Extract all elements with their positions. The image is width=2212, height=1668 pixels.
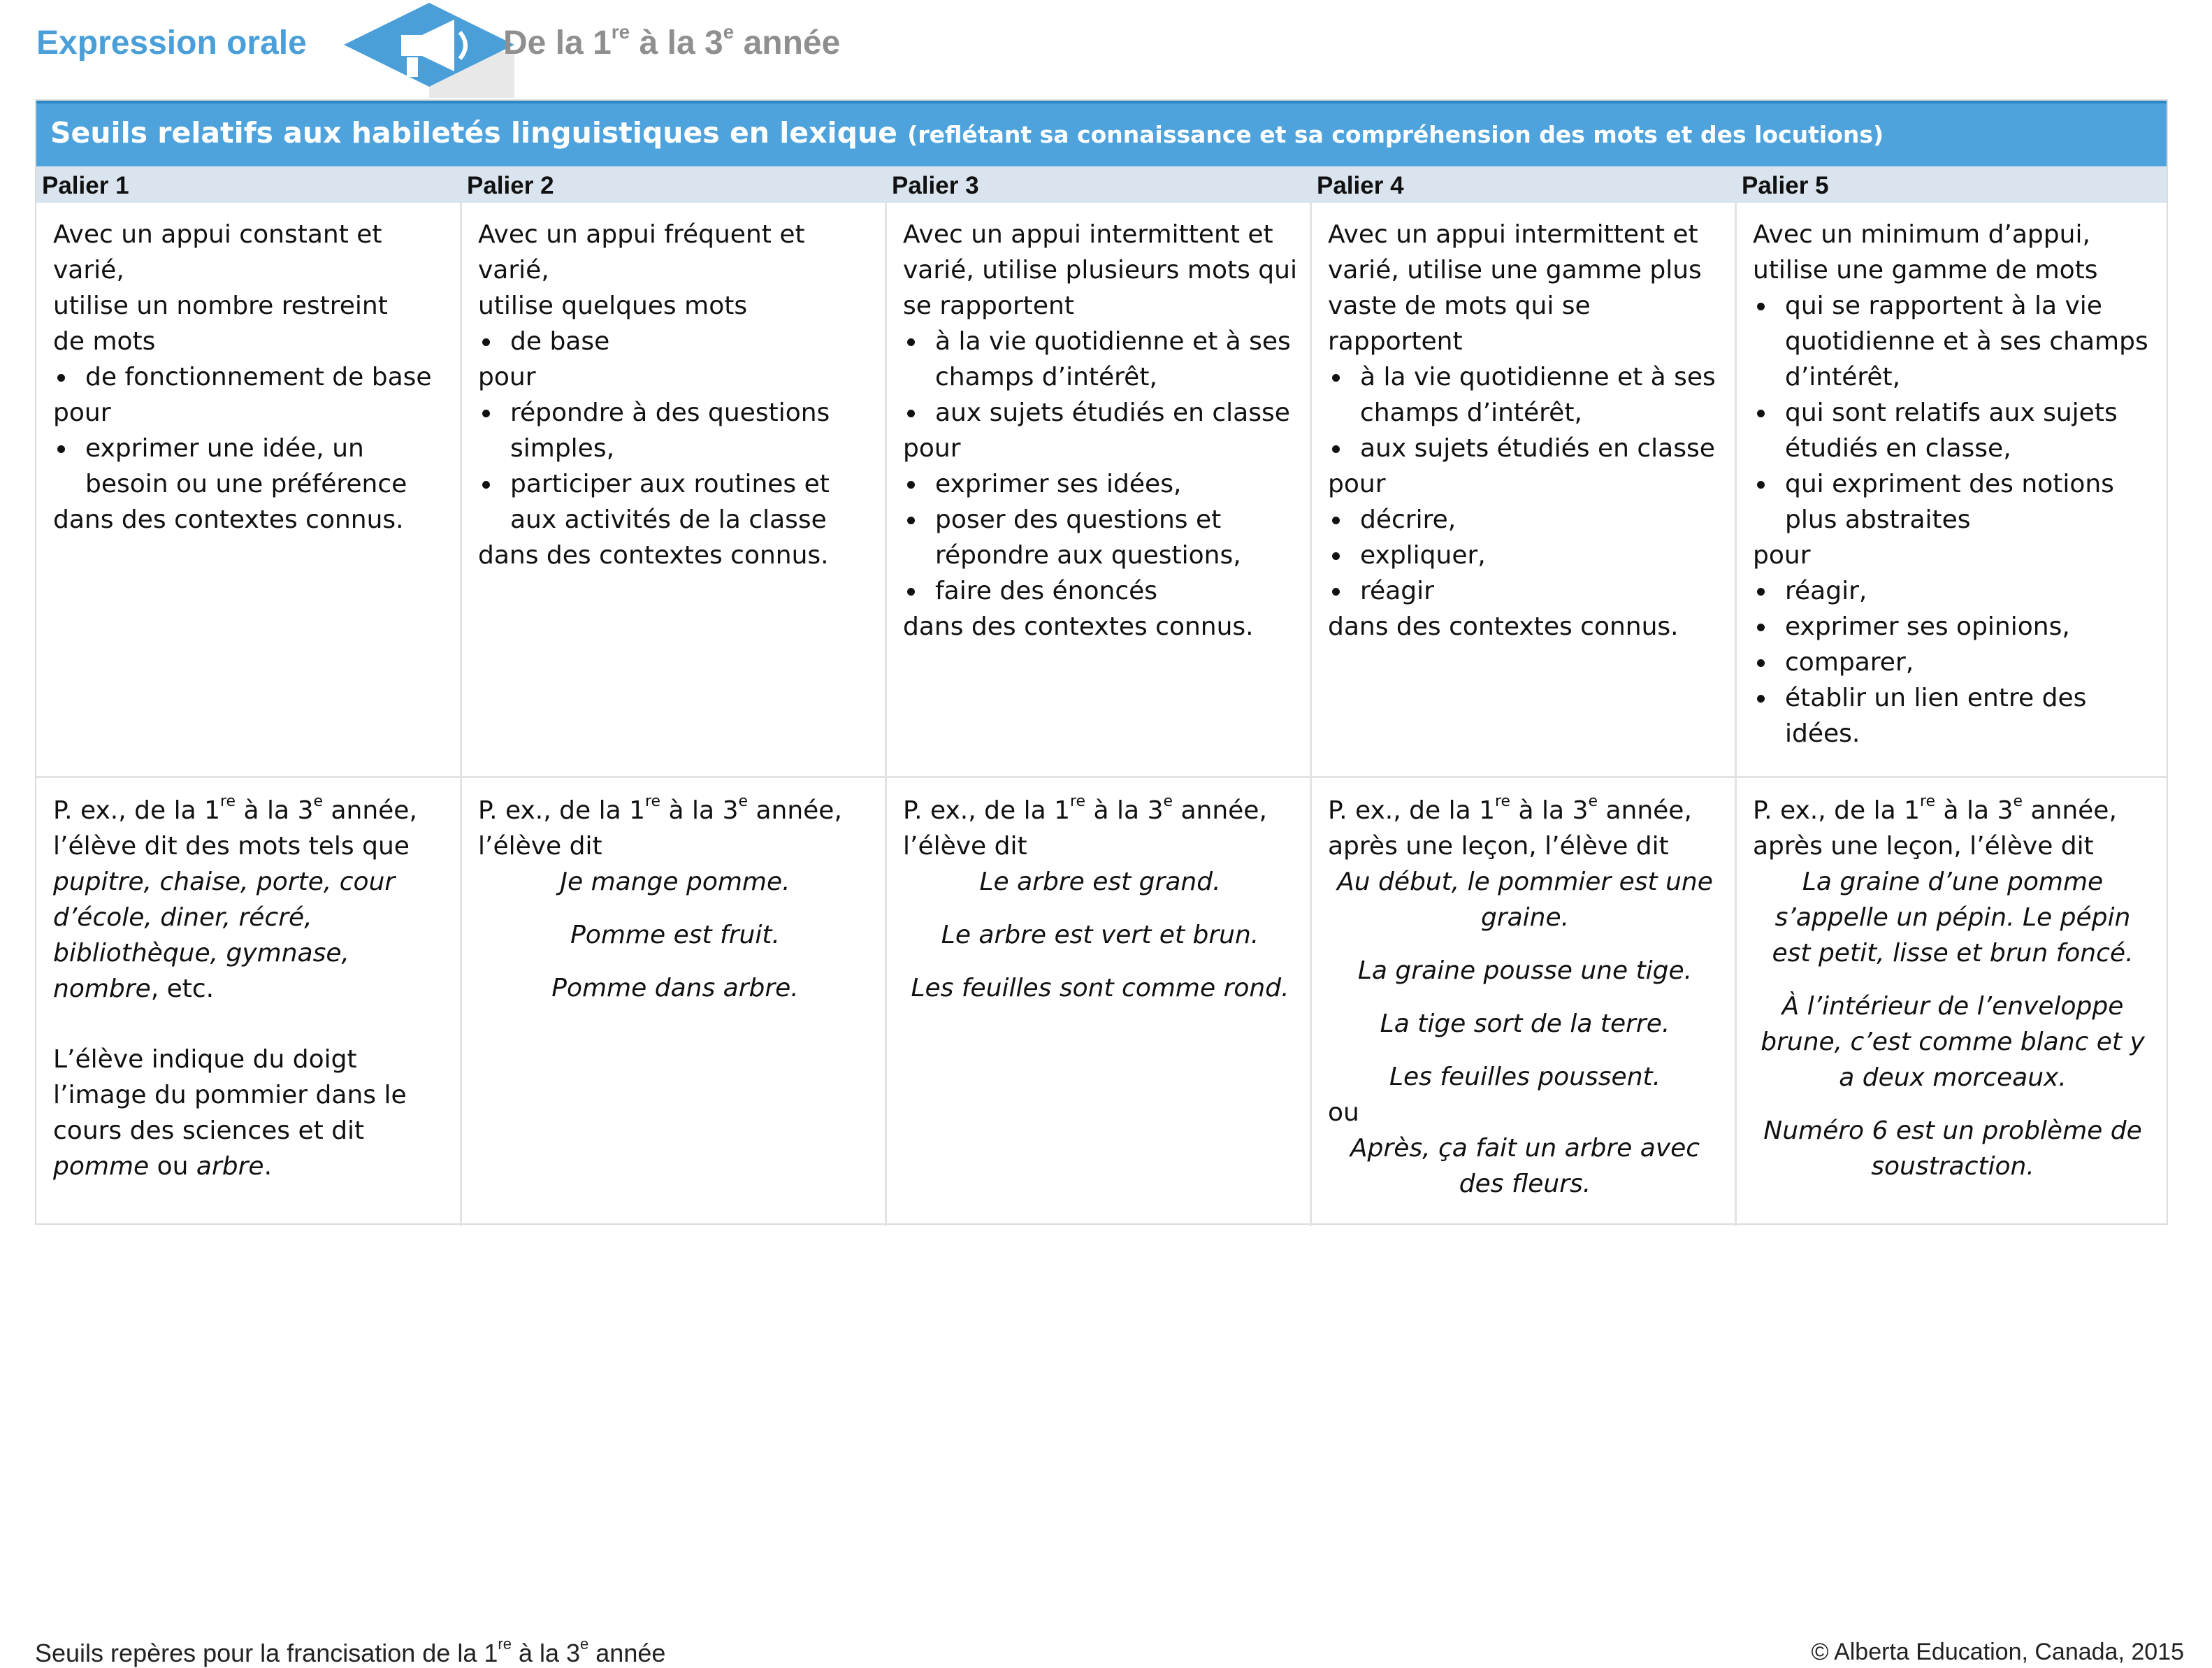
- megaphone-icon: [337, 1, 521, 98]
- list-item: exprimer ses opinions,: [1753, 609, 2153, 645]
- subject-title: Expression orale: [36, 24, 307, 62]
- bullet-list: [1328, 359, 1722, 466]
- example-alternative-word: ou: [1328, 1098, 1359, 1127]
- list-item: aux sujets étudiés en classe: [1328, 431, 1722, 466]
- bullet-list: [903, 466, 1297, 609]
- thresholds-table: [35, 99, 2168, 1225]
- cell-text: varié, utilise une gamme plus: [1328, 256, 1702, 285]
- list-item: participer aux routines et aux activités de la classe: [478, 466, 872, 538]
- descriptor-cell-1: [36, 217, 461, 538]
- cell-text: dans des contextes connus.: [903, 612, 1254, 641]
- page-header: [36, 0, 1085, 91]
- list-item: établir un lien entre des idées.: [1753, 680, 2153, 752]
- list-item: exprimer une idée, un besoin ou une préférence: [53, 431, 447, 502]
- cell-text: se rapportent: [903, 292, 1074, 320]
- example-quote: Au début, le pommier est une graine.: [1337, 868, 1713, 932]
- cell-text: Avec un appui constant et varié,: [53, 220, 382, 285]
- bullet-list: [478, 395, 872, 538]
- level-3-header: Palier 3: [892, 172, 979, 199]
- bullet-list: [1328, 502, 1722, 609]
- bullet-list: [53, 431, 447, 502]
- example-intro: après une leçon, l’élève dit: [1753, 832, 2094, 861]
- cell-text: dans des contextes connus.: [53, 505, 404, 534]
- list-item: exprimer ses idées,: [903, 466, 1297, 502]
- example-intro: l’élève dit: [903, 832, 1027, 861]
- list-item: expliquer,: [1328, 538, 1722, 573]
- list-item: répondre à des questions simples,: [478, 395, 872, 466]
- example-cell-5: [1736, 793, 2167, 1184]
- bullet-list: [1753, 288, 2153, 538]
- cell-text: pour: [1753, 541, 1811, 570]
- example-intro: l’élève dit: [478, 832, 602, 861]
- example-quote: Le arbre est grand.: [979, 868, 1221, 896]
- footer-copyright: © Alberta Education, Canada, 2015: [1811, 1639, 2184, 1665]
- example-lead: P. ex., de la 1re à la 3e année,: [1753, 793, 2117, 825]
- example-quote: Numéro 6 est un problème de soustraction.: [1763, 1116, 2142, 1181]
- list-item: de fonctionnement de base: [53, 359, 447, 395]
- cell-text: utilise une gamme de mots: [1753, 256, 2098, 285]
- list-item: à la vie quotidienne et à ses champs d’intérêt,: [1328, 359, 1722, 431]
- list-item: décrire,: [1328, 502, 1722, 538]
- level-4-header: Palier 4: [1317, 172, 1404, 199]
- list-item: comparer,: [1753, 645, 2153, 680]
- cell-text: utilise quelques mots: [478, 292, 748, 320]
- descriptor-cell-3: [886, 217, 1311, 645]
- list-item: aux sujets étudiés en classe: [903, 395, 1297, 431]
- descriptor-cell-4: [1311, 217, 1736, 645]
- level-1-header: Palier 1: [42, 172, 129, 199]
- cell-text: pour: [903, 434, 961, 463]
- example-quote: La tige sort de la terre.: [1380, 1009, 1670, 1038]
- row-divider: [36, 776, 2167, 778]
- example-lead: P. ex., de la 1re à la 3e année,: [903, 793, 1267, 825]
- example-lead: P. ex., de la 1re à la 3e année,: [53, 793, 417, 825]
- list-item: de base: [478, 324, 872, 359]
- cell-text: utilise un nombre restreint: [53, 292, 388, 320]
- example-cell-2: [461, 793, 886, 1006]
- cell-text: varié, utilise plusieurs mots qui: [903, 256, 1297, 285]
- list-item: réagir: [1328, 573, 1722, 609]
- bullet-list: [53, 359, 447, 395]
- example-quote: Je mange pomme.: [560, 868, 790, 896]
- cell-text: pour: [53, 398, 111, 427]
- example-lead: P. ex., de la 1re à la 3e année,: [478, 793, 842, 825]
- example-words: pupitre, chaise, porte, cour d’école, diner, récré, bibliothèque, gymnase, nombre, etc.: [53, 868, 396, 1003]
- list-item: qui sont relatifs aux sujets étudiés en classe,: [1753, 395, 2153, 466]
- table-title: Seuils relatifs aux habiletés linguistiques en lexique (reflétant sa connaissance et sa compréhension des mots et des locutions): [36, 101, 2167, 166]
- cell-text: Avec un appui fréquent et varié,: [478, 220, 805, 285]
- example-cell-4: [1311, 793, 1736, 1202]
- level-2-header: Palier 2: [467, 172, 554, 199]
- example-cell-3: [886, 793, 1311, 1006]
- cell-text: vaste de mots qui se rapportent: [1328, 292, 1591, 356]
- example-quote: La graine pousse une tige.: [1357, 956, 1693, 985]
- cell-text: Avec un minimum d’appui,: [1753, 220, 2090, 249]
- example-quote: Les feuilles poussent.: [1389, 1063, 1661, 1091]
- example-quote: Après, ça fait un arbre avec des fleurs.: [1350, 1134, 1700, 1198]
- example-paragraph: L’élève indique du doigt l’image du pommier dans le cours des sciences et dit pomme ou arbre.: [53, 1045, 407, 1181]
- list-item: qui se rapportent à la vie quotidienne et à ses champs d’intérêt,: [1753, 288, 2153, 395]
- cell-text: pour: [478, 363, 536, 391]
- descriptor-cell-5: [1736, 217, 2167, 752]
- cell-text: dans des contextes connus.: [1328, 612, 1679, 641]
- bullet-list: [1753, 573, 2153, 752]
- example-quote: Pomme est fruit.: [570, 921, 780, 949]
- cell-text: de mots: [53, 327, 156, 356]
- list-item: réagir,: [1753, 573, 2153, 609]
- example-intro: après une leçon, l’élève dit: [1328, 832, 1669, 861]
- example-quote: La graine d’une pomme s’appelle un pépin. Le pépin est petit, lisse et brun foncé.: [1772, 868, 2134, 968]
- example-intro: l’élève dit des mots tels que: [53, 832, 410, 861]
- example-quote: À l’intérieur de l’enveloppe brune, c’est comme blanc et y a deux morceaux.: [1761, 992, 2145, 1092]
- example-cell-1: [36, 793, 461, 1184]
- list-item: poser des questions et répondre aux questions,: [903, 502, 1297, 573]
- example-quote: Le arbre est vert et brun.: [941, 921, 1259, 949]
- cell-text: Avec un appui intermittent et: [1328, 220, 1698, 249]
- level-header-row: [36, 166, 2167, 203]
- list-item: faire des énoncés: [903, 573, 1297, 609]
- cell-text: dans des contextes connus.: [478, 541, 829, 570]
- cell-text: pour: [1328, 470, 1386, 498]
- example-quote: Pomme dans arbre.: [551, 974, 799, 1002]
- bullet-list: [478, 324, 872, 359]
- example-quote: Les feuilles sont comme rond.: [911, 974, 1289, 1002]
- list-item: à la vie quotidienne et à ses champs d’intérêt,: [903, 324, 1297, 395]
- footer-document-title: Seuils repères pour la francisation de la 1re à la 3e année: [35, 1635, 666, 1667]
- grade-range-title: De la 1re à la 3e année: [503, 21, 841, 62]
- cell-text: Avec un appui intermittent et: [903, 220, 1273, 249]
- example-lead: P. ex., de la 1re à la 3e année,: [1328, 793, 1692, 825]
- level-5-header: Palier 5: [1742, 172, 1829, 199]
- descriptor-cell-2: [461, 217, 886, 573]
- bullet-list: [903, 324, 1297, 431]
- list-item: qui expriment des notions plus abstraites: [1753, 466, 2153, 538]
